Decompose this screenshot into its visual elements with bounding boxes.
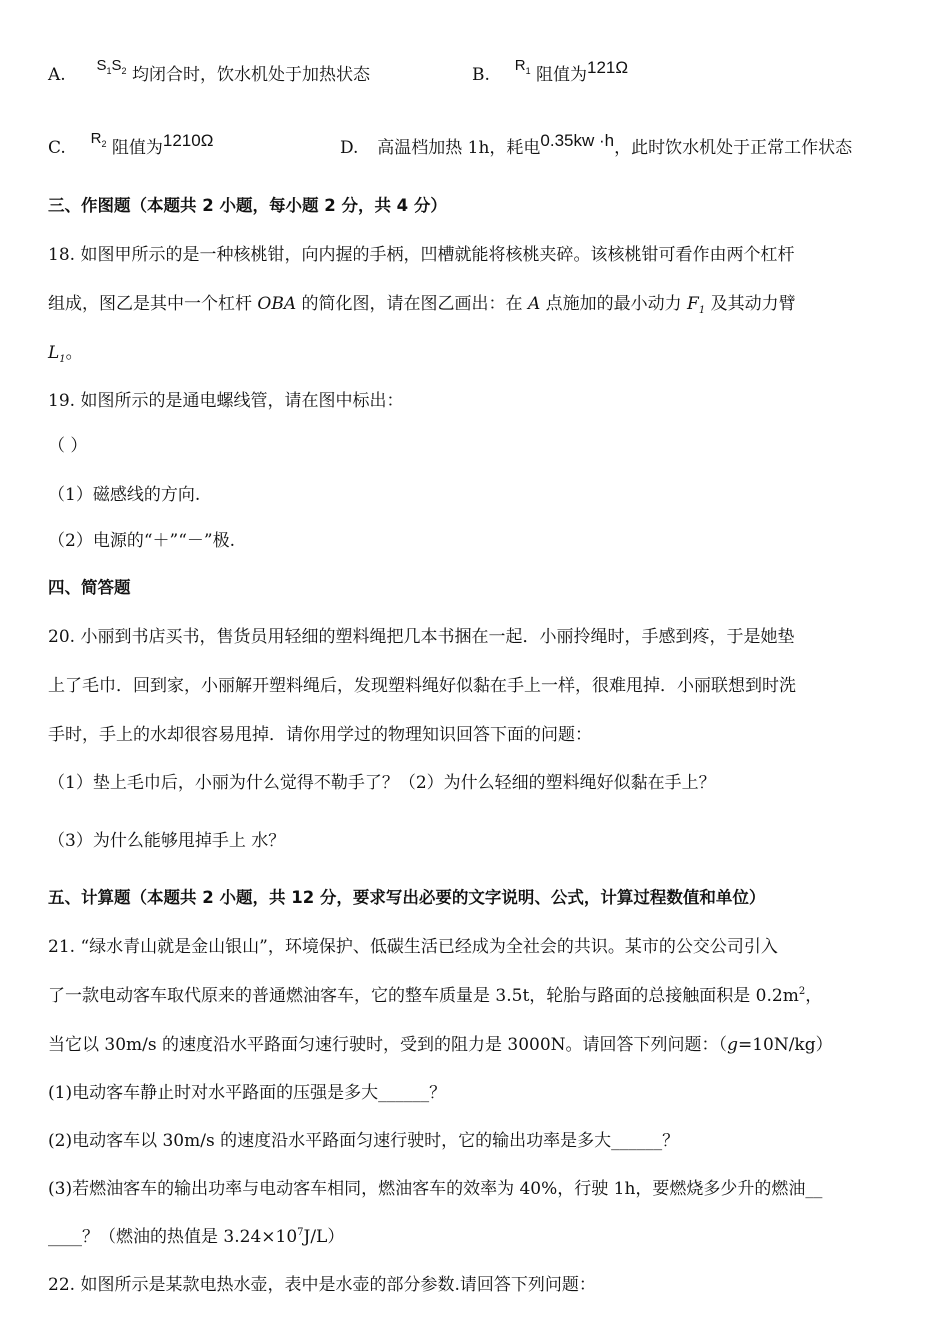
arm-l1: $L_1$: [48, 343, 66, 365]
resistor-r2-symbol: $R_2$: [90, 130, 107, 149]
q20-line-2: 上了毛巾．回到家，小丽解开塑料绳后，发现塑料绳好似黏在手上一样，很难甩掉．小丽联想到时洗: [48, 676, 796, 696]
lever-oba: OBA: [257, 294, 297, 314]
q19-item-1: （1）磁感线的方向.: [48, 485, 201, 505]
option-c-text: 阻值为: [111, 138, 163, 158]
q19-line-1: 19. 如图所示的是通电螺线管，请在图中标出：: [48, 391, 404, 411]
q21-part-1: (1)电动客车静止时对水平路面的压强是多大______？: [48, 1083, 447, 1103]
q19-blank: （ ）: [48, 436, 88, 456]
option-d-text2: ，此时饮水机处于正常工作状态: [614, 138, 853, 158]
force-f1: $F_1$: [687, 294, 706, 316]
option-a: [48, 57, 370, 88]
option-c: [48, 130, 214, 161]
option-a-label: A.: [48, 65, 66, 85]
q18-line-1: 18. 如图甲所示的是一种核桃钳，向内握的手柄，凹槽就能将核桃夹碎。该核桃钳可看作由两个杠杆: [48, 245, 795, 265]
q18-line-2: 组成，图乙是其中一个杠杆 OBA 的简化图，请在图乙画出：在 A 点施加的最小动力 $F_1$ 及其动力臂: [48, 294, 796, 316]
q20-line-1: 20. 小丽到书店买书，售货员用轻细的塑料绳把几本书捆在一起．小丽拎绳时，手感到疼，于是她垫: [48, 627, 795, 647]
q21-part-3: (3)若燃油客车的输出功率与电动客车相同，燃油客车的效率为 40%，行驶 1h，要燃烧多少升的燃油__: [48, 1179, 823, 1199]
q22-line-1: 22. 如图所示是某款电热水壶，表中是水壶的部分参数.请回答下列问题：: [48, 1275, 596, 1295]
resistor-r1-symbol: $R_1$: [514, 57, 531, 76]
q19-item-2: （2）电源的“＋”“－”极.: [48, 531, 235, 551]
option-c-value: 1210Ω: [162, 131, 214, 150]
option-a-text: 均闭合时，饮水机处于加热状态: [131, 65, 370, 85]
option-d-text1: 高温档加热 1h，耗电: [377, 138, 541, 158]
option-d: [340, 131, 853, 159]
q21-line-3: 当它以 30m/s 的速度沿水平路面匀速行驶时，受到的阻力是 3000N。请回答下列问题：（g=10N/kg）: [48, 1035, 833, 1055]
option-b: [472, 57, 629, 88]
section-5-title: 五、计算题（本题共 2 小题，共 12 分，要求写出必要的文字说明、公式，计算过程数值和单位）: [48, 888, 766, 907]
q20-line-3: 手时，手上的水却很容易甩掉．请你用学过的物理知识回答下面的问题：: [48, 725, 592, 745]
q21-part-3-cont: ____？（燃油的热值是 $3.24\times 10^7J/L$）: [48, 1227, 345, 1247]
option-c-label: C.: [48, 138, 66, 158]
q20-line-5: （3）为什么能够甩掉手上 水？: [48, 831, 286, 851]
option-b-value: 121Ω: [586, 58, 629, 77]
q20-line-4: （1）垫上毛巾后，小丽为什么觉得不勒手了？（2）为什么轻细的塑料绳好似黏在手上？: [48, 773, 716, 793]
switch-symbols: $S_1S_2$: [96, 57, 127, 76]
point-a: A: [527, 294, 541, 314]
option-d-value: 0.35kw ·h: [540, 131, 615, 150]
q21-part-2: (2)电动客车以 30m/s 的速度沿水平路面匀速行驶时，它的输出功率是多大______？: [48, 1131, 680, 1151]
option-b-text: 阻值为: [535, 65, 587, 85]
q18-line-3: $L_1$。: [48, 343, 83, 365]
q21-line-2: 了一款电动客车取代原来的普通燃油客车，它的整车质量是 3.5t，轮胎与路面的总接触面积是 $0.2m^2$，: [48, 986, 823, 1006]
option-b-label: B.: [472, 65, 490, 85]
section-4-title: 四、简答题: [48, 578, 131, 597]
section-3-title: 三、作图题（本题共 2 小题，每小题 2 分，共 4 分）: [48, 196, 447, 215]
q21-line-1: 21. “绿水青山就是金山银山”，环境保护、低碳生活已经成为全社会的共识。某市的公交公司引入: [48, 937, 778, 957]
option-d-label: D.: [340, 138, 359, 158]
